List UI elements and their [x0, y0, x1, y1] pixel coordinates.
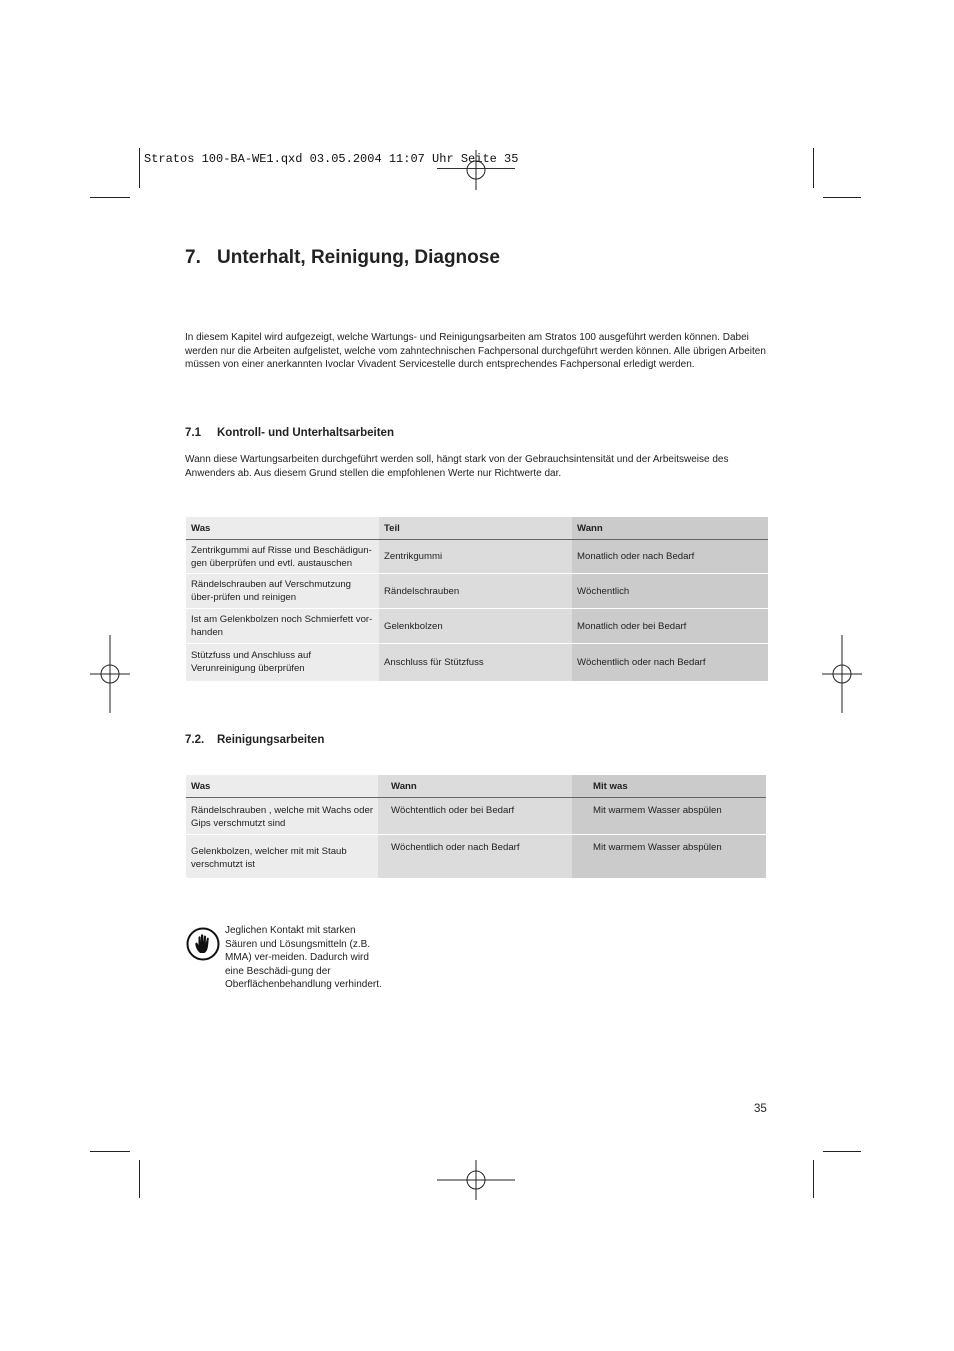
section-heading-7-1	[185, 427, 394, 439]
chapter-title: Unterhalt, Reinigung, Diagnose	[217, 247, 500, 268]
section-title: Kontroll- und Unterhaltsarbeiten	[217, 427, 394, 439]
section-heading-7-2	[185, 734, 324, 746]
print-slug: Stratos 100-BA-WE1.qxd 03.05.2004 11:07 Uhr Seite 35	[144, 152, 519, 166]
table-cell: Wöchentlich	[572, 574, 768, 609]
crop-mark	[813, 1160, 814, 1198]
table-row	[186, 609, 768, 644]
table-cell: Zentrikgummi auf Risse und Beschädigun-gen überprüfen und evtl. austauschen	[186, 540, 379, 574]
table-cell: Wöchentlich oder nach Bedarf	[378, 835, 572, 878]
table-cell: Ist am Gelenkbolzen noch Schmierfett vor-handen	[186, 609, 379, 644]
maintenance-table	[186, 517, 768, 681]
table-row	[186, 574, 768, 609]
crop-mark	[813, 148, 814, 188]
crop-mark	[139, 1160, 140, 1198]
table-cell: Mit warmem Wasser abspülen	[572, 835, 766, 878]
chapter-heading	[185, 247, 500, 269]
table-cell: Rändelschrauben auf Verschmutzung über-prüfen und reinigen	[186, 574, 379, 609]
table-cell: Monatlich oder bei Bedarf	[572, 609, 768, 644]
column-header: Wann	[572, 517, 768, 540]
column-header: Was	[186, 517, 379, 540]
intro-paragraph: In diesem Kapitel wird aufgezeigt, welche Wartungs- und Reinigungsarbeiten am Stratos 100 ausgeführt werden können. Dabei werden nur die Arbeiten aufgelistet, welche vom zahntechnischen Fachpersonal durchgeführt werden können. Alle übrigen Arbeiten müssen von einer anerkannten Ivoclar Vivadent Servicestelle durch entsprechendes Fachpersonal erledigt werden.	[185, 332, 766, 370]
chapter-number: 7.	[185, 247, 201, 268]
column-header: Teil	[379, 517, 572, 540]
table-cell: Zentrikgummi	[379, 540, 572, 574]
table-cell: Stützfuss und Anschluss auf Verunreinigung überprüfen	[186, 644, 379, 681]
section1-paragraph: Wann diese Wartungsarbeiten durchgeführt werden soll, hängt stark von der Gebrauchsintensität und der Arbeitsweise des Anwenders ab. Aus diesem Grund stellen die empfohlenen Werte nur Richtwerte dar.	[185, 454, 729, 479]
table-row	[186, 540, 768, 574]
crop-mark	[823, 197, 861, 198]
table-header-row	[186, 517, 768, 540]
table-cell: Wöchentlich oder nach Bedarf	[572, 644, 768, 681]
table-cell: Rändelschrauben , welche mit Wachs oder Gips verschmutzt sind	[186, 798, 378, 835]
table-cell: Rändelschrauben	[379, 574, 572, 609]
table-cell: Anschluss für Stützfuss	[379, 644, 572, 681]
column-header: Wann	[378, 775, 572, 798]
registration-mark-icon	[456, 150, 496, 190]
crop-mark	[90, 1151, 130, 1152]
table-row	[186, 798, 766, 835]
column-header: Was	[186, 775, 378, 798]
section-title: Reinigungsarbeiten	[217, 734, 325, 746]
cleaning-table	[186, 775, 766, 878]
section-number: 7.2.	[185, 734, 205, 746]
warning-text: Jeglichen Kontakt mit starken Säuren und Lösungsmitteln (z.B. MMA) ver-meiden. Dadurch wird eine Beschädi-gung der Oberflächenbehandlung verhindert.	[225, 925, 382, 990]
table-cell: Monatlich oder nach Bedarf	[572, 540, 768, 574]
column-header: Mit was	[572, 775, 766, 798]
crop-mark	[139, 148, 140, 188]
stop-hand-icon	[186, 927, 220, 961]
table-header-row	[186, 775, 766, 798]
registration-mark-icon	[822, 635, 862, 713]
table-cell: Wöchtentlich oder bei Bedarf	[378, 798, 572, 835]
table-cell: Gelenkbolzen	[379, 609, 572, 644]
registration-mark-icon	[90, 635, 130, 713]
page-number: 35	[754, 1103, 767, 1115]
crop-mark	[90, 197, 130, 198]
registration-mark-icon	[437, 1160, 515, 1200]
table-row	[186, 644, 768, 681]
crop-mark	[823, 1151, 861, 1152]
table-row	[186, 835, 766, 878]
section-number: 7.1	[185, 427, 201, 439]
table-cell: Gelenkbolzen, welcher mit mit Staub verschmutzt ist	[186, 835, 378, 878]
table-cell: Mit warmem Wasser abspülen	[572, 798, 766, 835]
